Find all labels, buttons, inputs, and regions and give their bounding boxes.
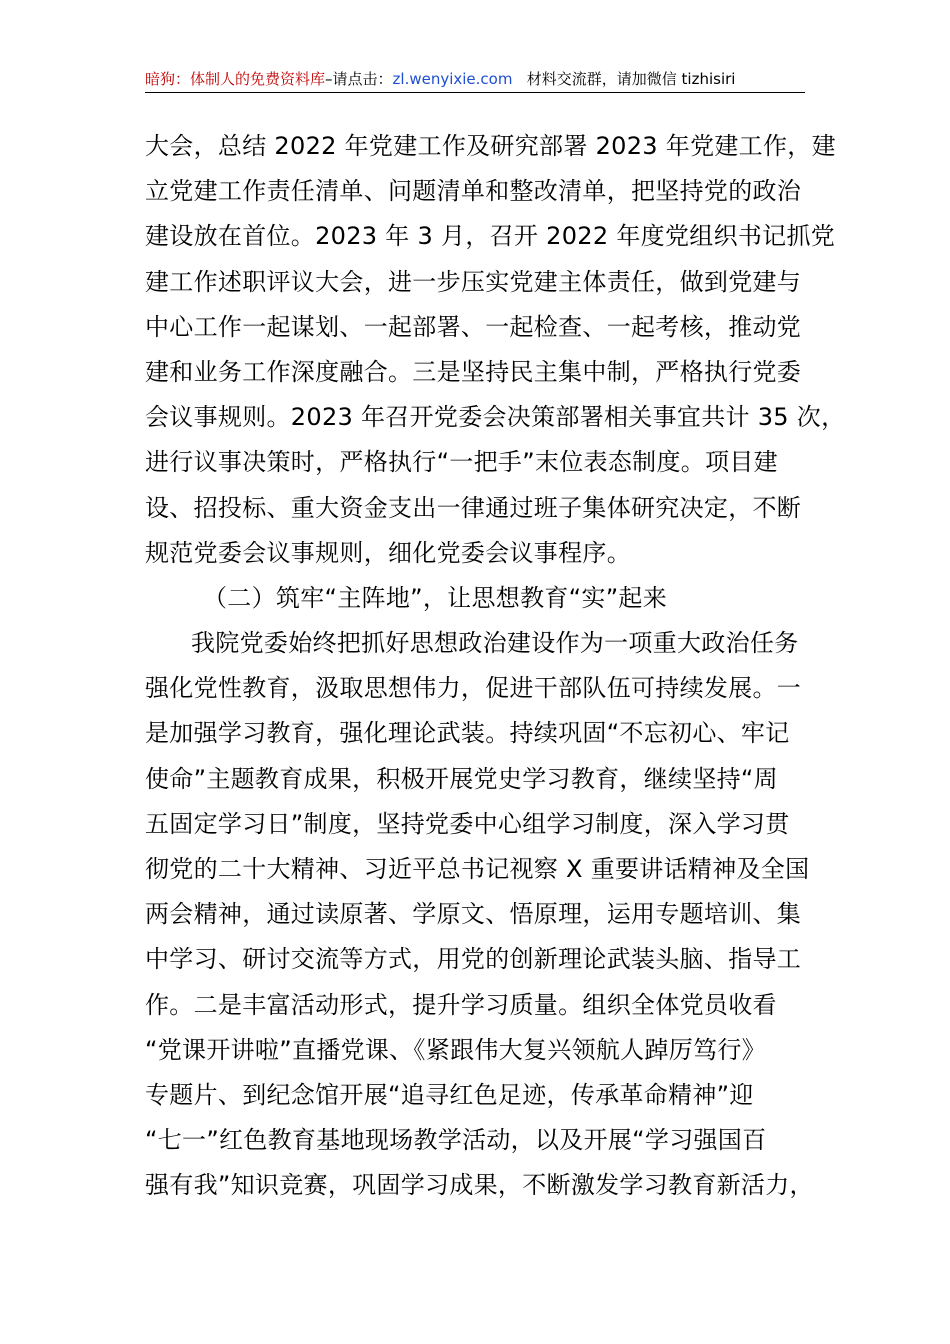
body-line: 设、招投标、重大资金支出一律通过班子集体研究决定，不断 <box>145 493 802 522</box>
page-header <box>145 66 805 93</box>
body-line: 两会精神，通过读原著、学原文、悟原理，运用专题培训、集 <box>145 900 802 929</box>
header-prompt: –请点击： <box>325 70 393 88</box>
body-line: 使命”主题教育成果，积极开展党史学习教育，继续坚持“周 <box>145 764 778 793</box>
section-heading: （二）筑牢“主阵地”，让思想教育“实”起来 <box>203 583 668 612</box>
body-line: 作。二是丰富活动形式，提升学习质量。组织全体党员收看 <box>145 990 777 1019</box>
body-line: 建设放在首位。2023 年 3 月，召开 2022 年度党组织书记抓党 <box>145 222 836 251</box>
body-line: “七一”红色教育基地现场教学活动，以及开展“学习强国百 <box>145 1126 767 1155</box>
body-line: 中学习、研讨交流等方式，用党的创新理论武装头脑、指导工 <box>145 945 802 974</box>
body-line: 五固定学习日”制度，坚持党委中心组学习制度，深入学习贯 <box>145 809 790 838</box>
body-line: 立党建工作责任清单、问题清单和整改清单，把坚持党的政治 <box>145 177 802 206</box>
body-line: 强化党性教育，汲取思想伟力，促进干部队伍可持续发展。一 <box>145 674 802 703</box>
body-line: 建和业务工作深度融合。三是坚持民主集中制，严格执行党委 <box>145 357 802 386</box>
body-line: 建工作述职评议大会，进一步压实党建主体责任，做到党建与 <box>145 267 802 296</box>
document-body <box>145 124 846 1209</box>
body-line: 会议事规则。2023 年召开党委会决策部署相关事宜共计 35 次， <box>145 403 846 432</box>
header-link[interactable]: zl.wenyixie.com <box>392 70 513 88</box>
body-line: 专题片、到纪念馆开展“追寻红色足迹，传承革命精神”迎 <box>145 1080 754 1109</box>
header-contact: 材料交流群，请加微信 tizhisiri <box>512 70 736 88</box>
body-line: 是加强学习教育，强化理论武装。持续巩固“不忘初心、牢记 <box>145 719 790 748</box>
body-line: 进行议事决策时，严格执行“一把手”末位表态制度。项目建 <box>145 448 778 477</box>
body-line: “党课开讲啦”直播党课、《紧跟伟大复兴领航人踔厉笃行》 <box>145 1035 766 1064</box>
body-line: 大会，总结 2022 年党建工作及研究部署 2023 年党建工作，建 <box>145 132 836 160</box>
body-line: 规范党委会议事规则，细化党委会议事程序。 <box>145 538 631 567</box>
header-brand: 暗狗：体制人的免费资料库 <box>145 70 326 88</box>
body-line: 中心工作一起谋划、一起部署、一起检查、一起考核，推动党 <box>145 312 802 341</box>
body-line: 强有我”知识竞赛，巩固学习成果，不断激发学习教育新活力， <box>145 1171 814 1200</box>
body-line: 我院党委始终把抓好思想政治建设作为一项重大政治任务 <box>191 629 799 658</box>
body-line: 彻党的二十大精神、习近平总书记视察 X 重要讲话精神及全国 <box>145 855 810 883</box>
